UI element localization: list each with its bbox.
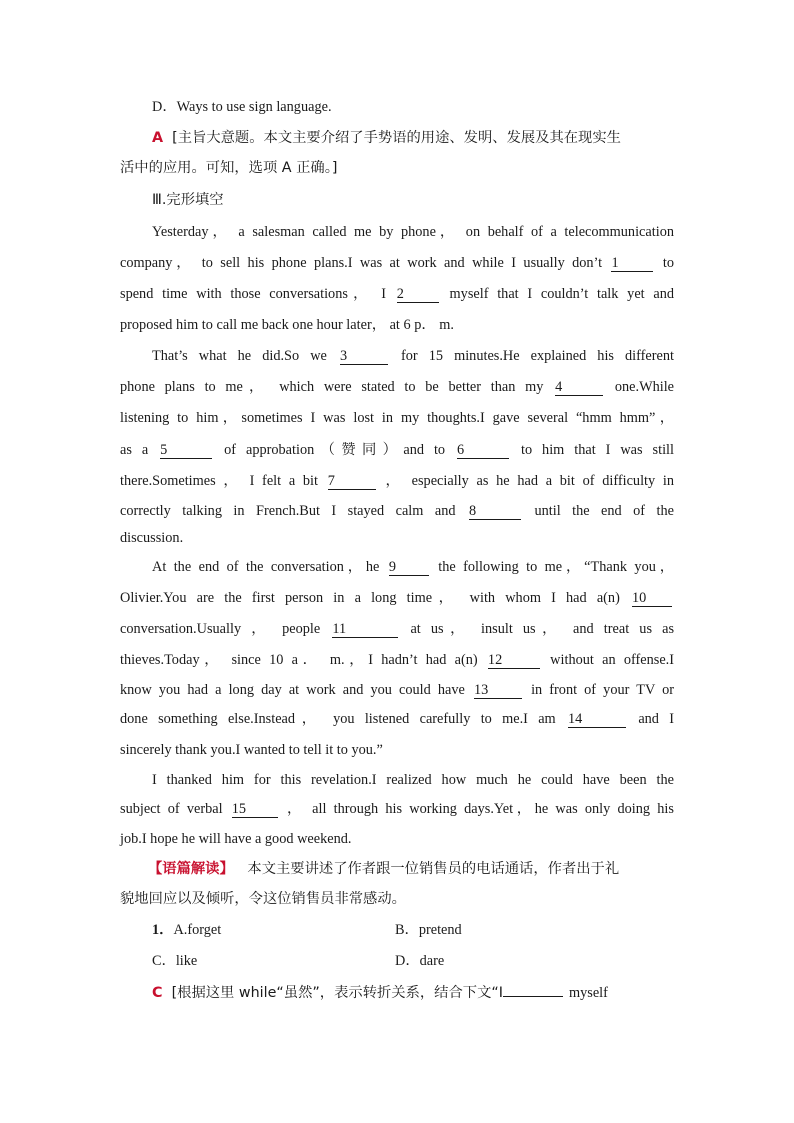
blank-3: 3 [340,349,388,365]
text-segment: thieves.Today， since 10 a． m.，I hadn’t had a(n) [120,652,478,668]
passage-p3-line5 [120,681,674,699]
text-segment: done something else.Instead， you listened carefully to me.I am [120,711,556,727]
blank-9: 9 [389,560,429,576]
text-segment: ， especially as he had a bit of difficulty in [385,473,675,489]
answer-tail: myself [569,985,608,1001]
text-segment: That’s what he did.So we [152,348,327,364]
passage-p2-line6 [120,502,674,520]
section-heading: Ⅲ.完形填空 [152,192,224,208]
blank-12: 12 [488,653,540,669]
passage-p3-line6 [120,710,674,728]
text-segment: conversation.Usually ， people [120,621,321,637]
blank-2: 2 [397,287,439,303]
passage-p2-line5 [120,472,674,490]
answer1-line [152,984,674,1002]
text-segment: of approbation（赞同）and to [224,442,446,458]
passage-p2-line2 [120,378,674,396]
answer-explanation: [主旨大意题。本文主要介绍了手势语的用途、发明、发展及其在现实生 [172,130,621,146]
text-segment: ， all through his working days.Yet，he was only doing his [287,801,674,817]
text-segment: to [662,255,674,271]
blank-10: 10 [632,591,672,607]
passage-p4-line3: job.I hope he will have a good weekend. [120,831,352,847]
answer-explanation: [根据这里 while“虽然”，表示转折关系，结合下文“I [171,985,503,1001]
passage-p2-line4 [120,441,674,459]
analysis-line1 [148,860,674,878]
option-d-previous: D．Ways to use sign language. [152,99,332,115]
blank-answer [503,996,563,997]
blank-4: 4 [555,380,603,396]
text-segment: for 15 minutes.He explained his different [401,348,674,364]
option-b: B．pretend [395,922,462,938]
question1-row2 [152,952,674,970]
passage-p1-line1: Yesterday， a salesman called me by phone， on behalf of a telecommunication [152,224,674,240]
text-segment: At the end of the conversation，he [152,559,380,575]
passage-p3-line4 [120,651,674,669]
question-number: 1． [152,922,174,938]
text-segment: there.Sometimes ， I felt a bit [120,473,318,489]
text-segment: without an offense.I [550,652,674,668]
passage-p3-line2 [120,589,674,607]
passage-p3-line1 [152,558,674,576]
text-segment: the following to me，“Thank you， [438,559,675,575]
passage-p2-line3: listening to him，sometimes I was lost in my thoughts.I gave several “hmm hmm”， [120,410,674,426]
text-segment: Olivier.You are the first person in a long time， with whom I had a(n) [120,590,620,606]
analysis-text: 本文主要讲述了作者跟一位销售员的电话通话，作者出于礼 [247,861,620,877]
passage-p3-line3 [120,620,674,638]
text-segment: and I [638,711,675,727]
analysis-line2: 貌地回应以及倾听，令这位销售员非常感动。 [120,891,406,907]
blank-15: 15 [232,802,278,818]
blank-14: 14 [568,712,626,728]
answer-letter: C [152,985,163,1001]
blank-8: 8 [469,504,521,520]
option-d: D．dare [395,953,445,969]
option-a: A.forget [173,922,222,938]
answer-letter: A [152,130,164,146]
text-segment: at us， insult us， and treat us as [410,621,675,637]
text-segment: company， to sell his phone plans.I was at work and while I usually don’t [120,255,603,271]
text-segment: one.While [614,379,675,395]
passage-p1-line2 [120,254,674,272]
option-c: C．like [152,953,198,969]
blank-1: 1 [611,256,653,272]
text-segment: in front of your TV or [531,682,675,698]
text-segment: know you had a long day at work and you could have [120,682,465,698]
passage-p1-line3 [120,285,674,303]
passage-p2-line1 [152,347,674,365]
passage-p1-line4: proposed him to call me back one hour later， at 6 p． m. [120,317,454,333]
passage-p4-line2 [120,800,674,818]
text-segment: phone plans to me， which were stated to be better than my [120,379,544,395]
text-segment: to him that I was still [520,442,674,458]
passage-p2-line7: discussion. [120,530,184,546]
text-segment: subject of verbal [120,801,223,817]
blank-11: 11 [332,622,398,638]
blank-6: 6 [457,443,509,459]
text-segment: as a [120,442,149,458]
text-segment: myself that I couldn’t talk yet and [449,286,675,302]
text-segment: spend time with those conversations， I [120,286,387,302]
answer-previous-line2: 活中的应用。可知，选项 A 正确。] [120,160,338,176]
blank-5: 5 [160,443,212,459]
passage-p4-line1: I thanked him for this revelation.I realized how much he could have been the [152,772,674,788]
text-segment: until the end of the [534,503,675,519]
analysis-tag: 【语篇解读】 [148,861,234,877]
passage-p3-line7: sincerely thank you.I wanted to tell it to you.” [120,742,383,758]
blank-13: 13 [474,683,522,699]
blank-7: 7 [328,474,376,490]
text-segment: correctly talking in French.But I stayed calm and [120,503,456,519]
answer-previous-line1 [152,129,674,147]
question1-row1 [152,921,674,939]
